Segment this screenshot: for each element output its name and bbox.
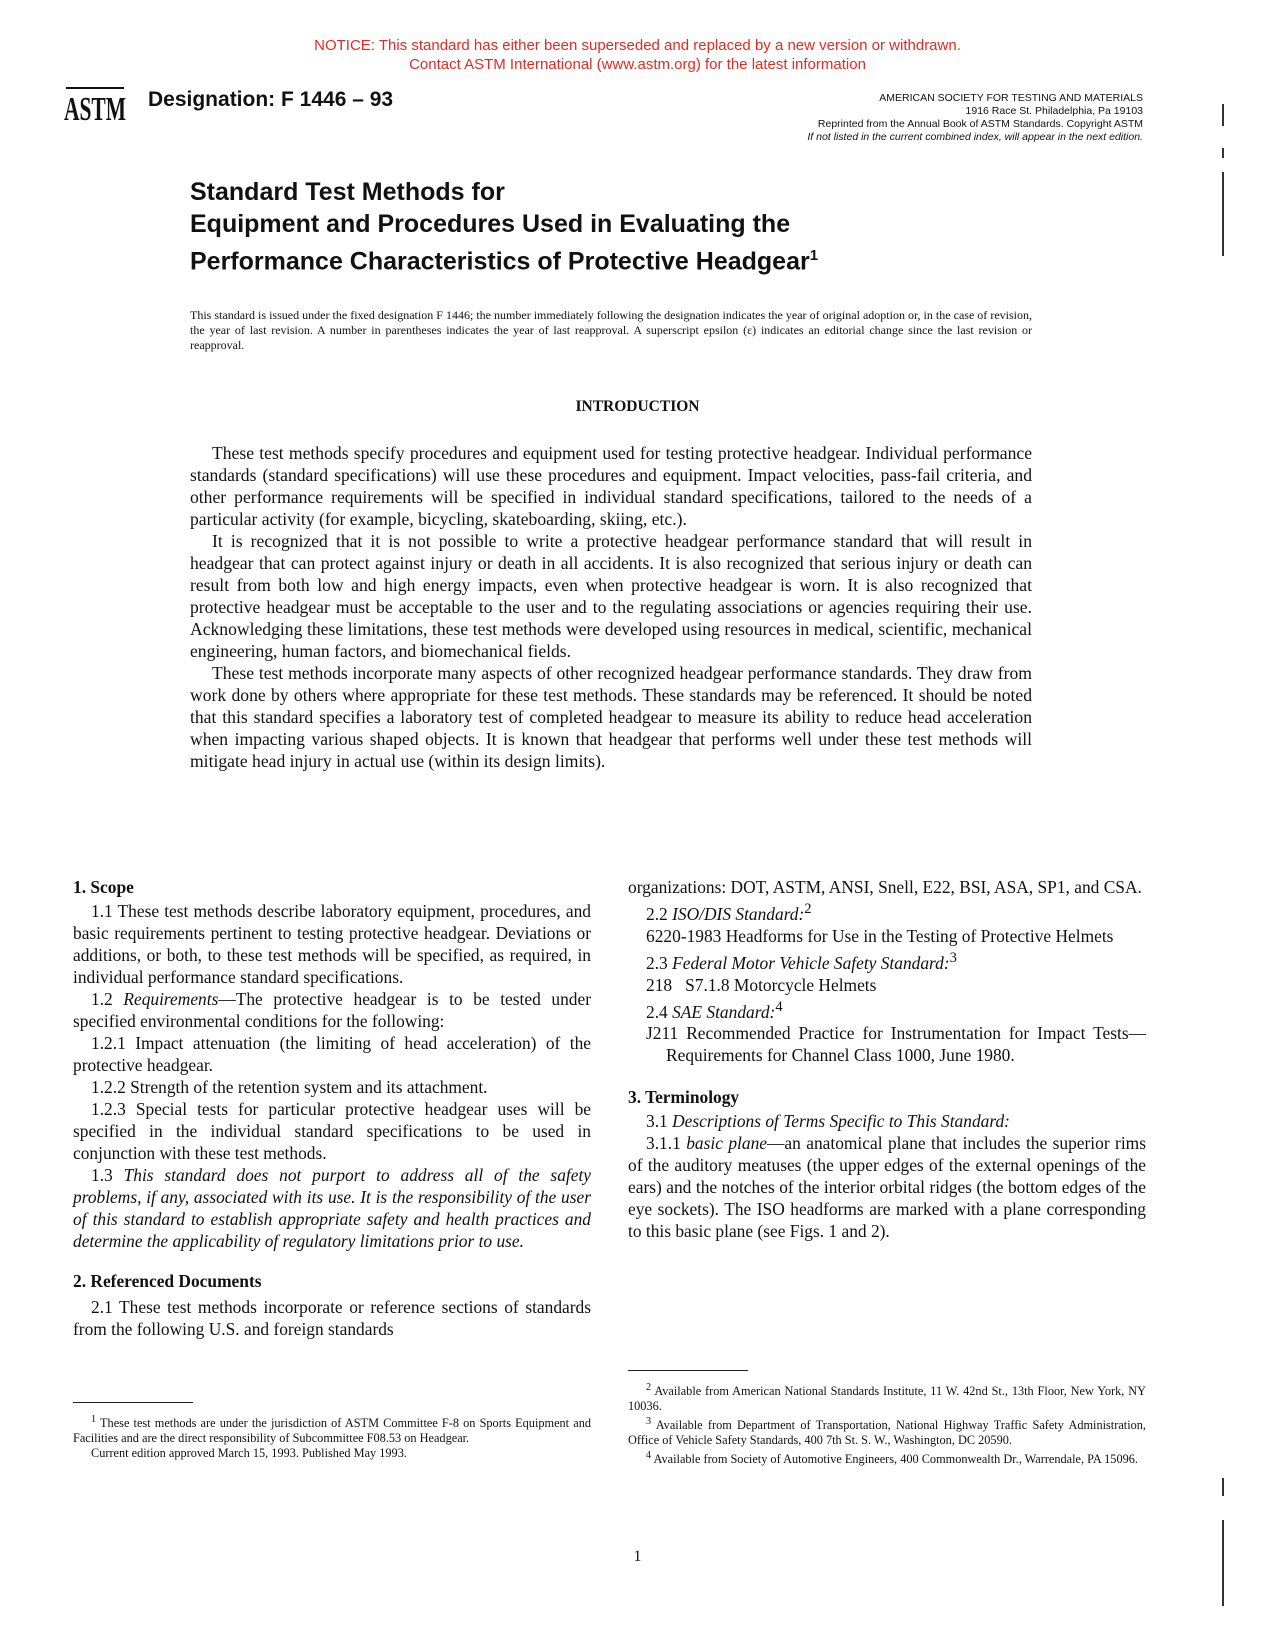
astm-logo-text: ASTM <box>64 91 126 128</box>
para-num: 3.1 <box>646 1111 668 1132</box>
left-column <box>73 876 591 1340</box>
footnote-rule <box>628 1370 748 1371</box>
index-line: If not listed in the current combined index, will appear in the next edition. <box>807 131 1143 143</box>
title-line-2: Equipment and Procedures Used in Evaluating the <box>190 210 791 238</box>
title-footnote-mark: 1 <box>809 247 819 264</box>
footnote-rule <box>73 1402 193 1403</box>
para-1-2-2: 1.2.2 Strength of the retention system and its attachment. <box>91 1077 488 1097</box>
para-num: 1.2 <box>91 989 113 1009</box>
para-3-1 <box>628 1110 1146 1132</box>
introduction-heading: INTRODUCTION <box>575 398 700 415</box>
footnote-text: Available from Department of Transportation, National Highway Traffic Safety Administration, Office of Vehicle Safety Standards, 400 7th St. S. W., Washington, DC 20590. <box>628 1418 1146 1448</box>
para-2-4 <box>628 996 1146 1023</box>
footnote-mark: 3 <box>646 1416 652 1428</box>
scan-edge-mark <box>1222 172 1224 256</box>
para-1-2-3: 1.2.3 Special tests for particular protective headgear uses will be specified in the individual standard specifications to be used in conjunction with these test methods. <box>73 1099 591 1163</box>
footnote-mark: 3 <box>949 949 957 966</box>
para-num: 2.3 <box>646 952 668 973</box>
section-heading-referenced: 2. Referenced Documents <box>73 1271 262 1291</box>
society-block <box>807 92 1143 144</box>
intro-paragraph: These test methods specify procedures and equipment used for testing protective headgear. Individual performance standards (standard specifications) will use these procedures and equipment. Impact velocities, pass-fail criteria, and other performance requirements will be specified in individual standard specifications, tailored to the needs of a particular activity (for example, bicycling, skateboarding, skiing, etc.). <box>190 443 1032 529</box>
para-num: 3.1.1 <box>646 1133 681 1154</box>
para-2-2 <box>628 898 1146 925</box>
footnote-3 <box>628 1414 1146 1448</box>
scan-edge-mark <box>1222 1520 1224 1606</box>
footnote-4 <box>628 1448 1146 1467</box>
term: basic plane <box>686 1133 767 1154</box>
standard-title: Federal Motor Vehicle Safety Standard: <box>672 952 950 973</box>
scan-edge-mark <box>1222 104 1224 126</box>
para-2-3 <box>628 947 1146 974</box>
supersede-notice-line1: NOTICE: This standard has either been superseded and replaced by a new version or withdrawn. <box>314 37 961 54</box>
para-2-1: 2.1 These test methods incorporate or reference sections of standards from the following U.S. and foreign standards <box>73 1297 591 1339</box>
term: Requirements <box>123 989 219 1009</box>
footnote-mark: 2 <box>646 1382 652 1393</box>
sae-item: J211 Recommended Practice for Instrumentation for Impact Tests—Requirements for Channel Class 1000, June 1980. <box>646 1023 1146 1066</box>
footnote-text: Available from Society of Automotive Engineers, 400 Commonwealth Dr., Warrendale, PA 15096. <box>653 1452 1138 1467</box>
edition-note: Current edition approved March 15, 1993. Published May 1993. <box>91 1446 407 1461</box>
definition-text: —an anatomical plane that includes the superior rims of the auditory meatuses (the upper edges of the external openings of the ears) and the notches of the interior orbital ridges (the bottom edges of the eye sockets). The ISO headforms are marked with a plane corresponding to this basic plane (see Figs. 1 and 2). <box>628 1133 1146 1242</box>
page-number: 1 <box>633 1548 642 1565</box>
para-num: 2.2 <box>646 903 668 924</box>
reprint-line: Reprinted from the Annual Book of ASTM Standards. Copyright ASTM <box>817 118 1143 130</box>
iso-item: 6220-1983 Headforms for Use in the Testing of Protective Helmets <box>646 925 1114 946</box>
footnote-mark: 2 <box>804 901 812 917</box>
society-name: AMERICAN SOCIETY FOR TESTING AND MATERIALS <box>879 92 1143 104</box>
supersede-notice-line2: Contact ASTM International (www.astm.org) for the latest information <box>409 56 866 73</box>
subsection-title: Descriptions of Terms Specific to This Standard: <box>672 1111 1010 1132</box>
introduction-body <box>190 442 1032 772</box>
right-footnotes <box>628 1380 1146 1467</box>
caveat-text: This standard does not purport to address all of the safety problems, if any, associated with its use. It is the responsibility of the user of this standard to establish appropriate safety and health practices and determine the applicability of regulatory limitations prior to use. <box>73 1165 591 1251</box>
footnote-2 <box>628 1380 1146 1414</box>
para-text: —The protective headgear is to be tested under specified environmental conditions for the following: <box>73 989 591 1031</box>
title-line-1: Standard Test Methods for <box>190 178 505 206</box>
title-line-3: Performance Characteristics of Protective Headgear <box>190 247 810 276</box>
footnote-mark: 1 <box>91 1414 97 1425</box>
para-1-2 <box>73 988 591 1032</box>
para-num: 1.3 <box>91 1165 113 1185</box>
footnote-mark: 4 <box>775 998 783 1015</box>
para-1-3 <box>73 1164 591 1252</box>
standard-title: SAE Standard: <box>672 1001 776 1022</box>
footnote-1 <box>73 1412 591 1446</box>
fmvss-item: 218 S7.1.8 Motorcycle Helmets <box>646 974 877 995</box>
society-address: 1916 Race St. Philadelphia, Pa 19103 <box>965 105 1143 117</box>
intro-paragraph: These test methods incorporate many aspects of other recognized headgear performance standards. They draw from work done by others where appropriate for these test methods. These standards may be referenced. It should be noted that this standard specifies a laboratory test of completed headgear to measure its ability to reduce head acceleration when impacting various shaped objects. It is known that headgear that performs well under these test methods will mitigate head injury in actual use (within its design limits). <box>190 663 1032 771</box>
standard-title: ISO/DIS Standard: <box>672 903 805 924</box>
astm-logo <box>62 80 128 130</box>
issued-note: This standard is issued under the fixed designation F 1446; the number immediately following the designation indicates the year of original adoption or, in the case of revision, the year of last revision. A number in parentheses indicates the year of last reapproval. A superscript epsilon (ε) indicates an editorial change since the last revision or reapproval. <box>190 308 1032 352</box>
intro-paragraph: It is recognized that it is not possible to write a protective headgear performance standard that will result in headgear that can protect against injury or death in all accidents. It is also recognized that serious injury or death can result from both low and high energy impacts, even when protective headgear is worn. It is also recognized that protective headgear must be acceptable to the user and to the regulating associations or agencies requiring their use. Acknowledging these limitations, these test methods were developed using resources in medical, scientific, mechanical engineering, human factors, and biomechanical fields. <box>190 531 1032 661</box>
section-heading-terminology: 3. Terminology <box>628 1087 740 1108</box>
scan-edge-mark <box>1222 1478 1224 1496</box>
para-2-1-continued: organizations: DOT, ASTM, ANSI, Snell, E22, BSI, ASA, SP1, and CSA. <box>628 877 1142 897</box>
designation: Designation: F 1446 – 93 <box>148 88 394 111</box>
para-1-2-1: 1.2.1 Impact attenuation (the limiting of head acceleration) of the protective headgear. <box>73 1033 591 1075</box>
section-heading-scope: 1. Scope <box>73 877 134 897</box>
scan-edge-mark <box>1222 148 1224 158</box>
footnote-mark: 4 <box>646 1450 652 1462</box>
footnote-text: These test methods are under the jurisdiction of ASTM Committee F-8 on Sports Equipment and Facilities and are the direct responsibility of Subcommittee F08.53 on Headgear. <box>73 1416 591 1446</box>
right-column <box>628 876 1146 1242</box>
footnote-text: Available from American National Standards Institute, 11 W. 42nd St., 13th Floor, New York, NY 10036. <box>628 1384 1146 1414</box>
para-num: 2.4 <box>646 1001 668 1022</box>
para-1-1: 1.1 These test methods describe laboratory equipment, procedures, and basic requirements pertinent to testing protective headgear. Deviations or additions, or both, to these test methods will be specified, as required, in individual performance standard specifications. <box>73 901 591 987</box>
document-title <box>190 176 818 277</box>
left-footnotes <box>73 1412 591 1461</box>
para-3-1-1 <box>628 1132 1146 1242</box>
